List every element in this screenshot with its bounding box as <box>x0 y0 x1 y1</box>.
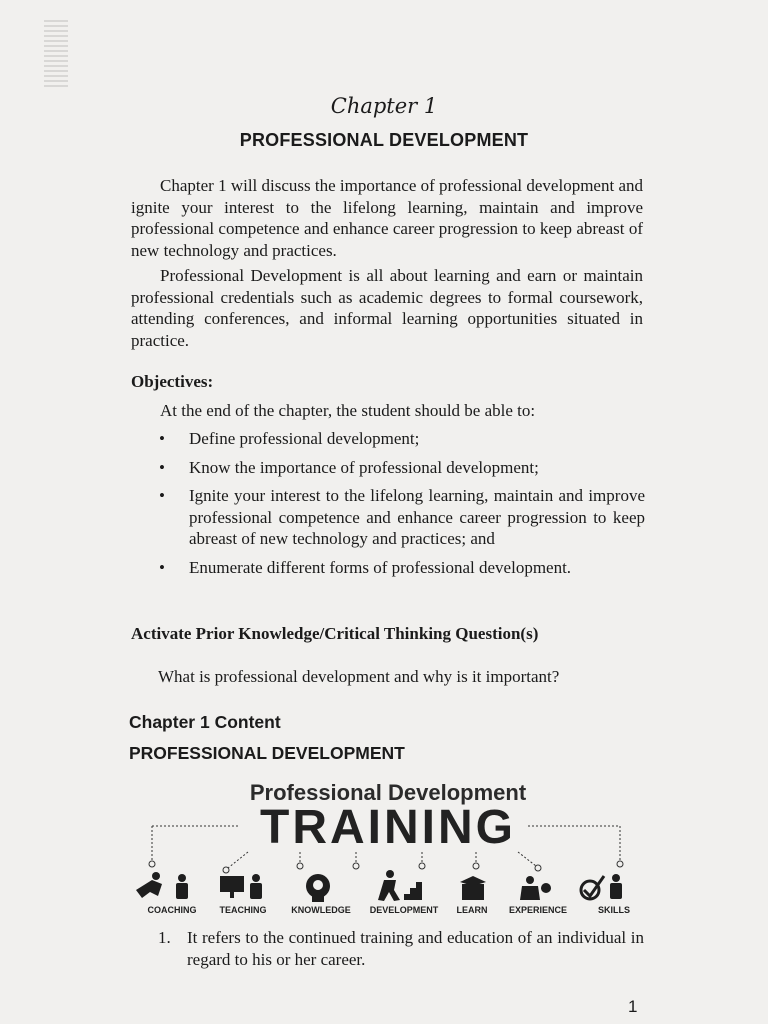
list-item <box>157 457 645 479</box>
list-item <box>157 428 645 450</box>
objectives-heading: Objectives: <box>131 372 214 391</box>
icon-label: KNOWLEDGE <box>291 905 351 915</box>
teaching-icon <box>220 874 262 899</box>
skills-icon <box>581 874 622 899</box>
icon-label: TEACHING <box>219 905 267 915</box>
content-heading: Chapter 1 Content <box>129 712 281 732</box>
list-item <box>157 557 645 579</box>
bullet-icon: • <box>159 429 165 448</box>
list-item <box>157 485 645 550</box>
intro-paragraph-2: Professional Development is all about learning and earn or maintain professional credentials such as academic degrees to formal coursework, attending conferences, and informal learning opportunities situated in practice. <box>131 266 643 350</box>
objective-text: Enumerate different forms of professional development. <box>189 557 572 577</box>
critical-question: What is professional development and why is it important? <box>158 667 560 686</box>
prior-knowledge-heading: Activate Prior Knowledge/Critical Thinking Question(s) <box>131 624 539 643</box>
objectives-list <box>157 428 645 585</box>
learn-icon <box>460 876 486 900</box>
chapter-title: PROFESSIONAL DEVELOPMENT <box>239 130 529 150</box>
intro-paragraph-1: Chapter 1 will discuss the importance of professional development and ignite your interest to the lifelong learning, maintain and improve professional competence and enhance career progression to keep abreast of new technology and practices. <box>131 176 643 260</box>
icon-label: COACHING <box>147 905 197 915</box>
training-figure <box>128 780 648 920</box>
item-text: It refers to the continued training and education of an individual in regard to his or her career. <box>187 928 644 969</box>
objective-text: Know the importance of professional development; <box>189 457 539 477</box>
coaching-icon <box>136 872 188 899</box>
bullet-icon: • <box>159 557 165 577</box>
scan-artifact <box>44 20 68 90</box>
objectives-intro: At the end of the chapter, the student should be able to: <box>160 401 536 420</box>
bullet-icon: • <box>159 486 165 505</box>
chapter-label: Chapter 1 <box>330 94 438 118</box>
bullet-icon: • <box>159 457 165 477</box>
icon-label: EXPERIENCE <box>508 905 568 915</box>
knowledge-icon <box>306 874 330 902</box>
figure-title: Professional Development <box>249 780 527 805</box>
development-icon <box>378 870 422 901</box>
objective-text: Ignite your interest to the lifelong learning, maintain and improve professional competence and enhance career progression to keep abreast of new technology and practices; and <box>189 486 645 548</box>
icon-label: DEVELOPMENT <box>369 905 439 915</box>
icon-label: SKILLS <box>597 905 631 915</box>
experience-icon <box>520 876 551 900</box>
page-number: 1 <box>628 997 638 1016</box>
numbered-item <box>158 927 644 970</box>
objective-text: Define professional development; <box>189 429 420 448</box>
content-subheading: PROFESSIONAL DEVELOPMENT <box>129 743 405 763</box>
item-number: 1. <box>158 928 171 947</box>
figure-training-word: TRAINING <box>260 801 516 854</box>
icon-label: LEARN <box>456 905 488 915</box>
